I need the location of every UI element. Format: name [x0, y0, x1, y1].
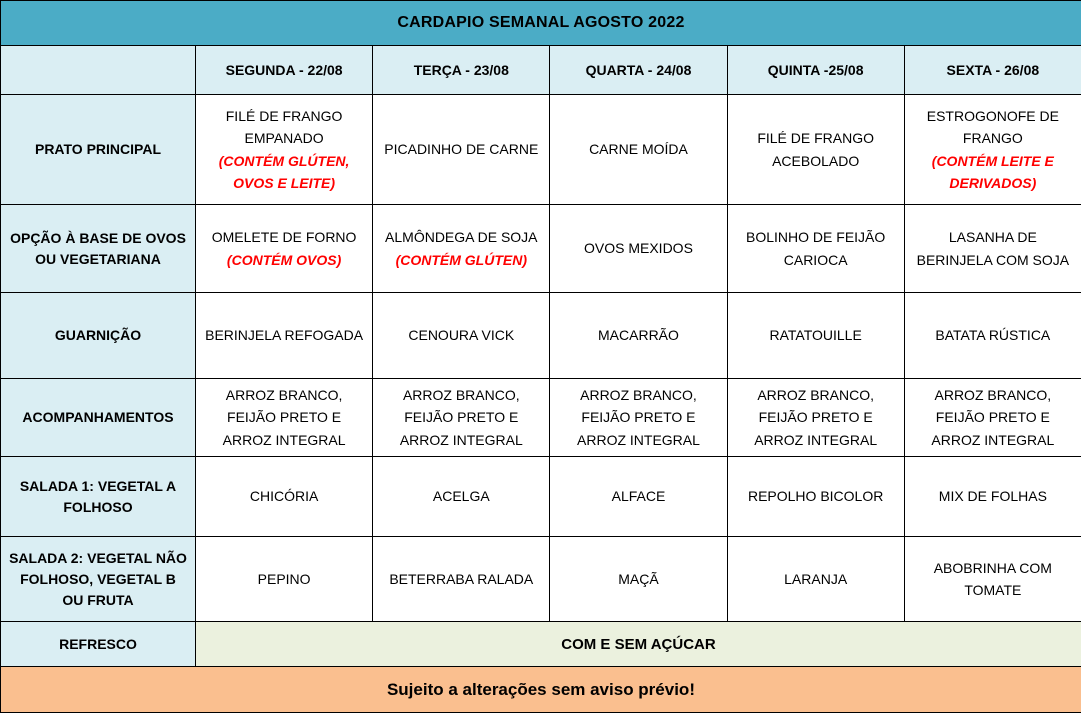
dish-name: OMELETE DE FORNO	[204, 226, 364, 248]
dish-name: ARROZ BRANCO, FEIJÃO PRETO E ARROZ INTEGRAL	[736, 384, 896, 451]
menu-cell	[196, 95, 373, 205]
menu-cell	[550, 95, 727, 205]
corner-cell	[1, 46, 196, 95]
title-row	[1, 1, 1081, 46]
row-header-3: ACOMPANHAMENTOS	[1, 379, 196, 457]
disclaimer-text: Sujeito a alterações sem aviso prévio!	[1, 667, 1081, 713]
allergen-note: (CONTÉM GLÚTEN)	[381, 249, 541, 271]
dish-name: PEPINO	[204, 568, 364, 590]
menu-cell	[373, 95, 550, 205]
allergen-note: (CONTÉM LEITE E DERIVADOS)	[913, 150, 1073, 195]
menu-cell	[550, 293, 727, 379]
dish-name: LARANJA	[736, 568, 896, 590]
page-title: CARDAPIO SEMANAL AGOSTO 2022	[1, 1, 1081, 46]
dish-name: ARROZ BRANCO, FEIJÃO PRETO E ARROZ INTEGRAL	[204, 384, 364, 451]
dish-name: BERINJELA REFOGADA	[204, 324, 364, 346]
dish-name: ARROZ BRANCO, FEIJÃO PRETO E ARROZ INTEGRAL	[381, 384, 541, 451]
dish-name: MACARRÃO	[558, 324, 718, 346]
menu-row-5	[1, 537, 1081, 622]
dish-name: ACELGA	[381, 485, 541, 507]
dish-name: MIX DE FOLHAS	[913, 485, 1073, 507]
dish-name: CENOURA VICK	[381, 324, 541, 346]
menu-cell	[727, 379, 904, 457]
dish-name: ALMÔNDEGA DE SOJA	[381, 226, 541, 248]
menu-row-3	[1, 379, 1081, 457]
menu-cell	[727, 457, 904, 537]
column-header-day-2: QUARTA - 24/08	[550, 46, 727, 95]
row-header-2: GUARNIÇÃO	[1, 293, 196, 379]
menu-cell	[550, 457, 727, 537]
menu-cell	[727, 293, 904, 379]
menu-cell	[550, 537, 727, 622]
dish-name: REPOLHO BICOLOR	[736, 485, 896, 507]
drink-row	[1, 622, 1081, 667]
dish-name: OVOS MEXIDOS	[558, 237, 718, 259]
column-header-day-4: SEXTA - 26/08	[904, 46, 1081, 95]
row-header-4: SALADA 1: VEGETAL A FOLHOSO	[1, 457, 196, 537]
menu-cell	[904, 537, 1081, 622]
menu-row-1	[1, 205, 1081, 293]
dish-name: CARNE MOÍDA	[558, 138, 718, 160]
menu-cell	[727, 205, 904, 293]
allergen-note: (CONTÉM OVOS)	[204, 249, 364, 271]
dish-name: ARROZ BRANCO, FEIJÃO PRETO E ARROZ INTEGRAL	[558, 384, 718, 451]
dish-name: LASANHA DE BERINJELA COM SOJA	[913, 226, 1073, 271]
menu-cell	[196, 457, 373, 537]
menu-cell	[373, 457, 550, 537]
allergen-note: (CONTÉM GLÚTEN, OVOS E LEITE)	[204, 150, 364, 195]
menu-cell	[373, 205, 550, 293]
dish-name: CHICÓRIA	[204, 485, 364, 507]
dish-name: MAÇÃ	[558, 568, 718, 590]
dish-name: ESTROGONOFE DE FRANGO	[913, 105, 1073, 150]
row-header-1: OPÇÃO À BASE DE OVOS OU VEGETARIANA	[1, 205, 196, 293]
menu-cell	[196, 205, 373, 293]
menu-cell	[727, 537, 904, 622]
menu-cell	[373, 293, 550, 379]
menu-cell	[904, 293, 1081, 379]
menu-cell	[904, 457, 1081, 537]
menu-row-4	[1, 457, 1081, 537]
dish-name: RATATOUILLE	[736, 324, 896, 346]
menu-cell	[373, 379, 550, 457]
dish-name: BETERRABA RALADA	[381, 568, 541, 590]
menu-cell	[904, 205, 1081, 293]
menu-cell	[904, 95, 1081, 205]
drink-value: COM E SEM AÇÚCAR	[196, 622, 1081, 667]
menu-cell	[196, 379, 373, 457]
row-header-0: PRATO PRINCIPAL	[1, 95, 196, 205]
column-header-day-1: TERÇA - 23/08	[373, 46, 550, 95]
menu-cell	[196, 293, 373, 379]
column-header-row	[1, 46, 1081, 95]
menu-row-2	[1, 293, 1081, 379]
menu-cell	[196, 537, 373, 622]
menu-row-0	[1, 95, 1081, 205]
row-header-refresco: REFRESCO	[1, 622, 196, 667]
menu-body	[1, 95, 1081, 667]
dish-name: FILÉ DE FRANGO EMPANADO	[204, 105, 364, 150]
menu-cell	[904, 379, 1081, 457]
menu-cell	[373, 537, 550, 622]
dish-name: BOLINHO DE FEIJÃO CARIOCA	[736, 226, 896, 271]
dish-name: ALFACE	[558, 485, 718, 507]
menu-cell	[550, 205, 727, 293]
column-header-day-0: SEGUNDA - 22/08	[196, 46, 373, 95]
row-header-5: SALADA 2: VEGETAL NÃO FOLHOSO, VEGETAL B OU FRUTA	[1, 537, 196, 622]
dish-name: BATATA RÚSTICA	[913, 324, 1073, 346]
menu-cell	[727, 95, 904, 205]
dish-name: FILÉ DE FRANGO ACEBOLADO	[736, 127, 896, 172]
dish-name: ABOBRINHA COM TOMATE	[913, 557, 1073, 602]
dish-name: ARROZ BRANCO, FEIJÃO PRETO E ARROZ INTEGRAL	[913, 384, 1073, 451]
disclaimer-row	[1, 667, 1081, 713]
menu-cell	[550, 379, 727, 457]
column-header-day-3: QUINTA -25/08	[727, 46, 904, 95]
dish-name: PICADINHO DE CARNE	[381, 138, 541, 160]
